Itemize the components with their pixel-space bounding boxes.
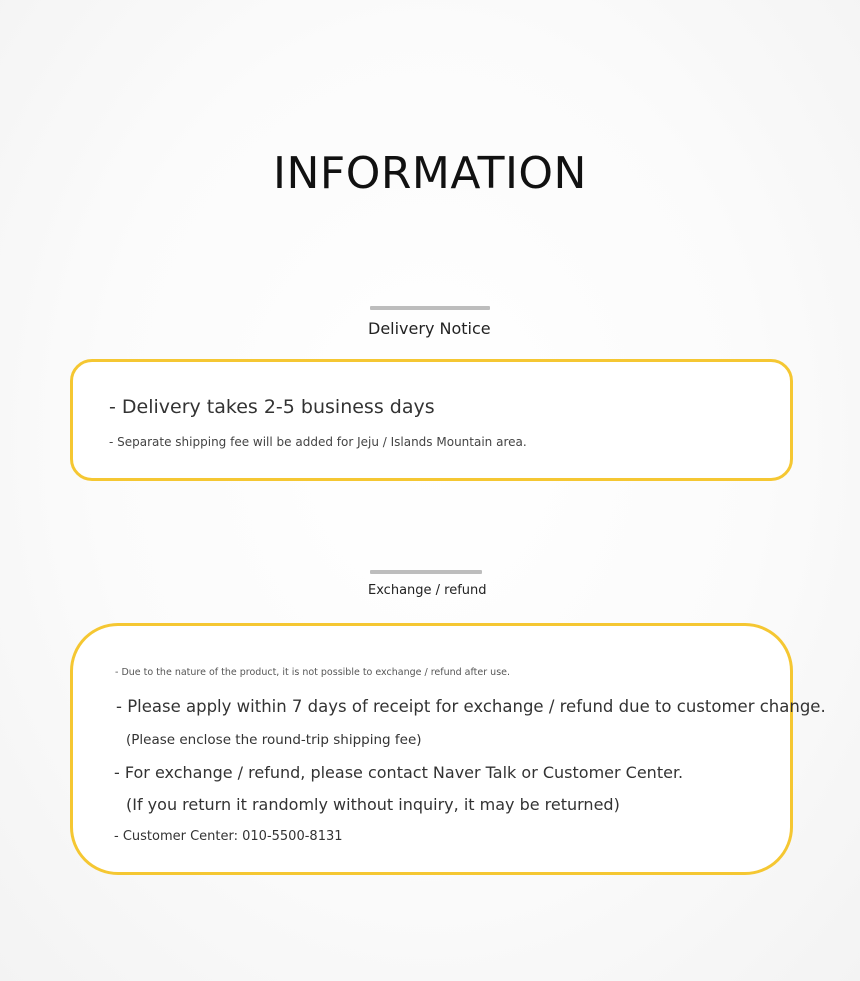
exchange-line-shipping-fee-note: (Please enclose the round-trip shipping fee): [126, 732, 422, 748]
exchange-line-apply-within-7-days: - Please apply within 7 days of receipt for exchange / refund due to customer change.: [116, 697, 826, 716]
delivery-line-duration: - Delivery takes 2-5 business days: [109, 396, 435, 418]
delivery-heading: Delivery Notice: [368, 319, 491, 338]
delivery-heading-bar: [370, 306, 490, 310]
exchange-line-contact: - For exchange / refund, please contact Naver Talk or Customer Center.: [114, 763, 684, 782]
exchange-heading: Exchange / refund: [368, 583, 487, 598]
exchange-line-no-return-after-use: - Due to the nature of the product, it is not possible to exchange / refund after use.: [115, 667, 511, 678]
exchange-heading-bar: [370, 570, 482, 574]
exchange-refund-box: [70, 623, 826, 875]
exchange-line-return-warning: (If you return it randomly without inquiry, it may be returned): [126, 795, 620, 814]
page-title: INFORMATION: [273, 148, 587, 199]
delivery-line-shipping-fee: - Separate shipping fee will be added for Jeju / Islands Mountain area.: [109, 435, 527, 449]
delivery-notice-box: [70, 359, 793, 481]
exchange-line-customer-center: - Customer Center: 010-5500-8131: [114, 829, 343, 844]
